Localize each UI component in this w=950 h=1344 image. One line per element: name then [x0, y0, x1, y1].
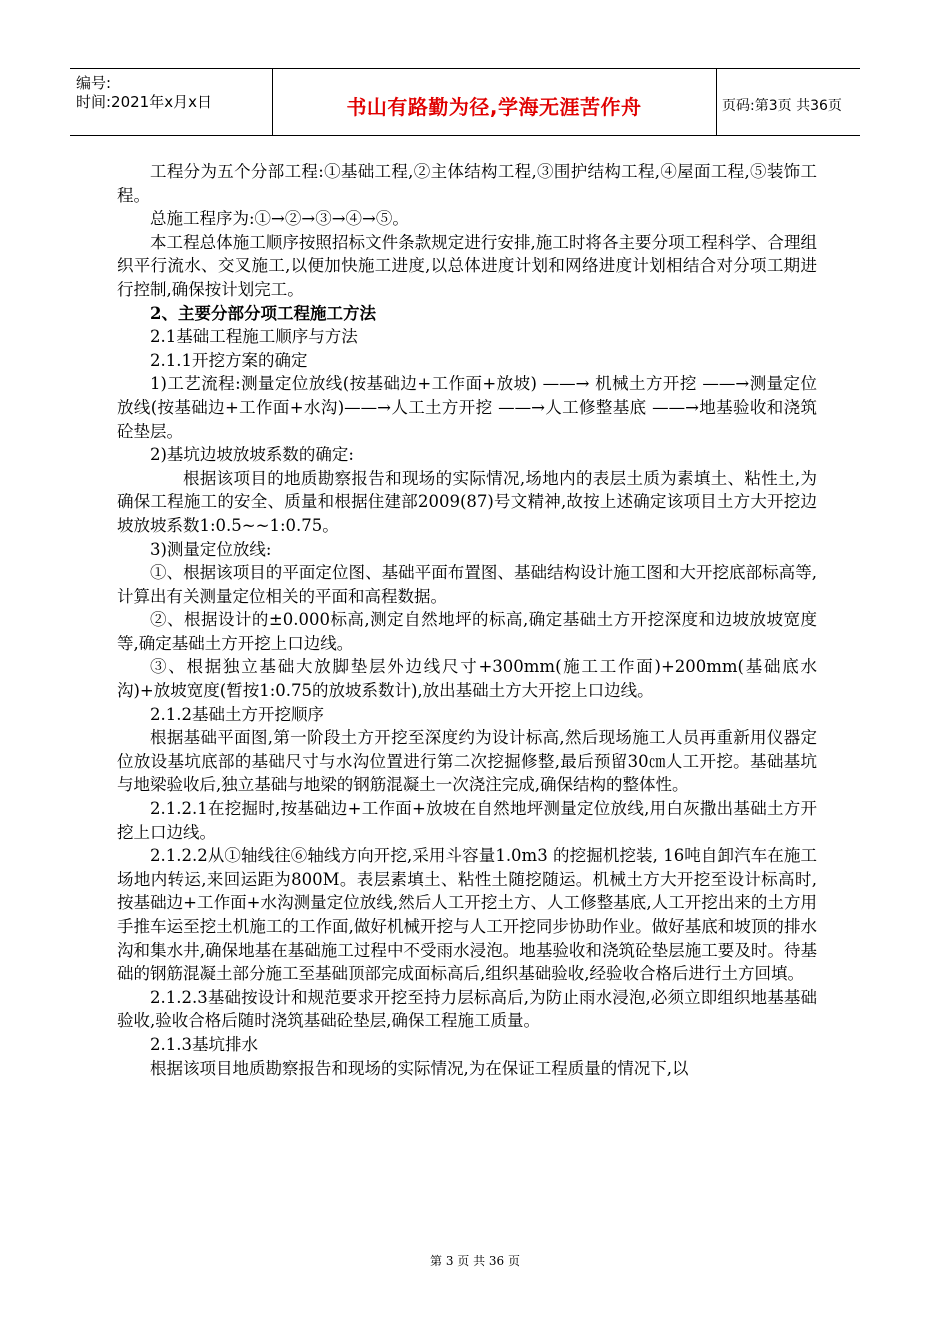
- body-paragraph: 3)测量定位放线:: [150, 539, 272, 559]
- body-paragraph: ②、根据设计的±0.000标高,测定自然地坪的标高,确定基础土方开挖深度和边坡放坡宽度等,确定基础土方开挖上口边线。: [117, 610, 817, 653]
- body-paragraph: ③、根据独立基础大放脚垫层外边线尺寸+300mm(施工工作面)+200mm(基础底水沟)+放坡宽度(暂按1:0.75的放坡系数计),放出基础土方大开挖上口边线。: [117, 657, 817, 701]
- body-paragraph: 总施工程序为:①→②→③→④→⑤。: [150, 209, 409, 229]
- body-paragraph: 2.1基础工程施工顺序与方法: [150, 327, 358, 347]
- body-paragraph: 2.1.2.1在挖掘时,按基础边+工作面+放坡在自然地坪测量定位放线,用白灰撒出基础土方开挖上口边线。: [117, 799, 817, 842]
- document-date-label: 时间:2021年x月x日: [76, 93, 212, 111]
- header-motto-cell: [272, 69, 717, 135]
- body-paragraph: 2)基坑边坡放坡系数的确定:: [150, 445, 354, 465]
- header-motto: 书山有路勤为径,学海无涯苦作舟: [346, 95, 642, 119]
- body-paragraph: 1)工艺流程:测量定位放线(按基础边+工作面+放坡) ——→ 机械土方开挖 ——→测量定位放线(按基础边+工作面+水沟)——→人工土方开挖 ——→人工修整基底 ——→地基验收和浇筑砼垫层。: [117, 374, 817, 441]
- body-paragraph: ①、根据该项目的平面定位图、基础平面布置图、基础结构设计施工图和大开挖底部标高等,计算出有关测量定位相关的平面和高程数据。: [117, 563, 817, 606]
- body-paragraph: 2.1.1开挖方案的确定: [150, 350, 308, 370]
- document-number-label: 编号:: [76, 74, 112, 92]
- header-page-cell: [716, 69, 860, 135]
- page-footer: 第 3 页 共 36 页: [430, 1254, 520, 1268]
- body-paragraph: 2.1.2.3基础按设计和规范要求开挖至持力层标高后,为防止雨水浸泡,必须立即组织地基基础验收,验收合格后随时浇筑基础砼垫层,确保工程施工质量。: [117, 987, 817, 1031]
- body-paragraph: 根据该项目地质勘察报告和现场的实际情况,为在保证工程质量的情况下,以: [150, 1058, 689, 1078]
- document-body: [117, 160, 817, 1080]
- page-header: [70, 68, 860, 136]
- body-paragraph: 根据该项目的地质勘察报告和现场的实际情况,场地内的表层土质为素填土、粘性土,为确保工程施工的安全、质量和根据住建部2009(87)号文精神,故按上述确定该项目土方大开挖边坡放坡系数1:0.5~~1:0.75。: [117, 468, 817, 535]
- body-paragraph: 本工程总体施工顺序按照招标文件条款规定进行安排,施工时将各主要分项工程科学、合理组织平行流水、交叉施工,以便加快施工进度,以总体进度计划和网络进度计划相结合对分项工期进行控制,确保按计划完工。: [117, 232, 817, 299]
- body-paragraph: 工程分为五个分部工程:①基础工程,②主体结构工程,③围护结构工程,④屋面工程,⑤装饰工程。: [117, 162, 817, 205]
- body-paragraph: 2.1.2基础土方开挖顺序: [150, 704, 324, 724]
- body-paragraph: 2.1.3基坑排水: [150, 1034, 258, 1054]
- section-heading: 2、主要分部分项工程施工方法: [150, 303, 376, 323]
- header-page-info: 页码:第3页 共36页: [722, 98, 842, 114]
- body-paragraph: 根据基础平面图,第一阶段土方开挖至深度约为设计标高,然后现场施工人员再重新用仪器定位放设基坑底部的基础尺寸与水沟位置进行第二次挖掘修整,最后预留30㎝人工开挖。基础基坑与地梁验收后,独立基础与地梁的钢筋混凝土一次浇注完成,确保结构的整体性。: [117, 728, 817, 795]
- body-paragraph: 2.1.2.2从①轴线往⑥轴线方向开挖,采用斗容量1.0m3 的挖掘机挖装, 16吨自卸汽车在施工场地内转运,来回运距为800M。表层素填土、粘性土随挖随运。机械土方大开挖至设计标高时,按基础边+工作面+水沟测量定位放线,然后人工开挖土方、人工修整基底,人工开挖出来的土方用手推车运至挖土机施工的工作面,做好机械开挖与人工开挖同步协助作业。做好基底和坡顶的排水沟和集水井,确保地基在基础施工过程中不受雨水浸泡。地基验收和浇筑砼垫层施工要及时。待基础的钢筋混凝土部分施工至基础顶部完成面标高后,组织基础验收,经验收合格后进行土方回填。: [117, 846, 817, 984]
- header-meta-cell: [70, 69, 273, 135]
